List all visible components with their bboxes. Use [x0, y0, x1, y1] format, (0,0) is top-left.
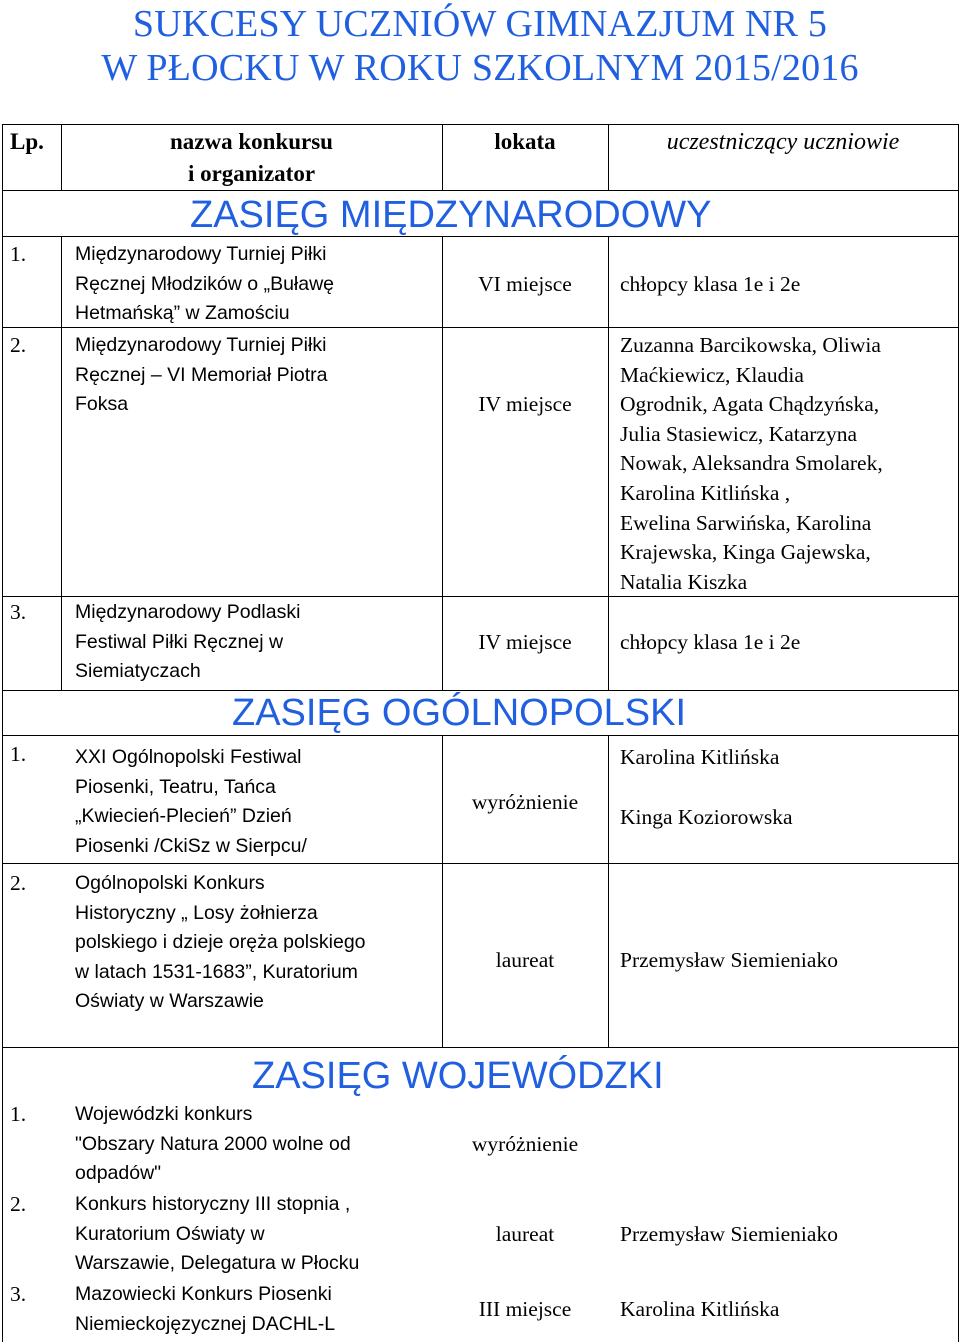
- intl-row3-name: Międzynarodowy Podlaski Festiwal Piłki Ręcznej w Siemiatyczach: [75, 601, 301, 683]
- intl-row2-num: 2.: [10, 333, 27, 357]
- reg-row3-place: III miejsce: [478, 1297, 572, 1321]
- natl-row2-place: laureat: [495, 948, 555, 972]
- reg-row3-students: Karolina Kitlińska: [620, 1297, 780, 1321]
- intl-row3-num: 3.: [10, 600, 27, 624]
- natl-row2-students: Przemysław Siemieniako: [620, 948, 838, 972]
- natl-row2-name: Ogólnopolski Konkurs Historyczny „ Losy żołnierza polskiego i dzieje oręża polskiego w latach 1531-1683”, Kuratorium Oświaty w Warszawie: [75, 872, 366, 1013]
- reg-row1-num: 1.: [10, 1102, 27, 1126]
- header-name-line2: i organizator: [187, 161, 316, 186]
- natl-row1-place: wyróżnienie: [471, 790, 579, 814]
- reg-row3-num: 3.: [10, 1282, 27, 1306]
- header-students: uczestniczący uczniowie: [666, 129, 900, 155]
- page-title-line2: W PŁOCKU W ROKU SZKOLNYM 2015/2016: [101, 47, 859, 89]
- reg-row1-place: wyróżnienie: [471, 1132, 579, 1156]
- section-national: ZASIĘG OGÓLNOPOLSKI: [232, 692, 687, 734]
- intl-row3-place: IV miejsce: [478, 630, 572, 654]
- section-international: ZASIĘG MIĘDZYNARODOWY: [190, 194, 712, 236]
- intl-row2-name: Międzynarodowy Turniej Piłki Ręcznej – VI Memoriał Piotra Foksa: [75, 334, 328, 416]
- natl-row1-num: 1.: [10, 742, 27, 766]
- intl-row2-students: Zuzanna Barcikowska, Oliwia Maćkiewicz, Klaudia Ogrodnik, Agata Chądzyńska, Julia Stasiewicz, Katarzyna Nowak, Aleksandra Smolarek, Karolina Kitlińska , Ewelina Sarwińska, Karolina Krajewska, Kinga Gajewska, Natalia Kiszka: [620, 333, 883, 594]
- reg-row2-students: Przemysław Siemieniako: [620, 1222, 838, 1246]
- natl-row1-student2: Kinga Koziorowska: [620, 805, 793, 829]
- intl-row2-place: IV miejsce: [478, 392, 572, 416]
- intl-row1-place: VI miejsce: [478, 272, 572, 296]
- reg-row1-name: Wojewódzki konkurs "Obszary Natura 2000 wolne od odpadów": [75, 1103, 351, 1185]
- reg-row2-name: Konkurs historyczny III stopnia , Kuratorium Oświaty w Warszawie, Delegatura w Płocku: [75, 1193, 360, 1275]
- reg-row3-name: Mazowiecki Konkurs Piosenki Niemieckojęzycznej DACHL-L: [75, 1283, 336, 1335]
- section-regional: ZASIĘG WOJEWÓDZKI: [252, 1055, 664, 1097]
- header-place: lokata: [494, 129, 556, 154]
- natl-row1-name: XXI Ogólnopolski Festiwal Piosenki, Teatru, Tańca „Kwiecień-Plecień” Dzień Piosenki /CkiSz w Sierpcu/: [75, 746, 307, 857]
- header-name-line1: nazwa konkursu: [170, 129, 333, 154]
- reg-row2-num: 2.: [10, 1192, 27, 1216]
- reg-row2-place: laureat: [495, 1222, 555, 1246]
- header-lp: Lp.: [10, 129, 44, 154]
- intl-row3-students: chłopcy klasa 1e i 2e: [620, 630, 801, 654]
- natl-row2-num: 2.: [10, 871, 27, 895]
- natl-row1-student1: Karolina Kitlińska: [620, 745, 780, 769]
- intl-row1-students: chłopcy klasa 1e i 2e: [620, 272, 801, 296]
- intl-row1-num: 1.: [10, 242, 27, 266]
- page-title-line1: SUKCESY UCZNIÓW GIMNAZJUM NR 5: [132, 3, 828, 45]
- intl-row1-name: Międzynarodowy Turniej Piłki Ręcznej Młodzików o „Buławę Hetmańską” w Zamościu: [75, 243, 335, 325]
